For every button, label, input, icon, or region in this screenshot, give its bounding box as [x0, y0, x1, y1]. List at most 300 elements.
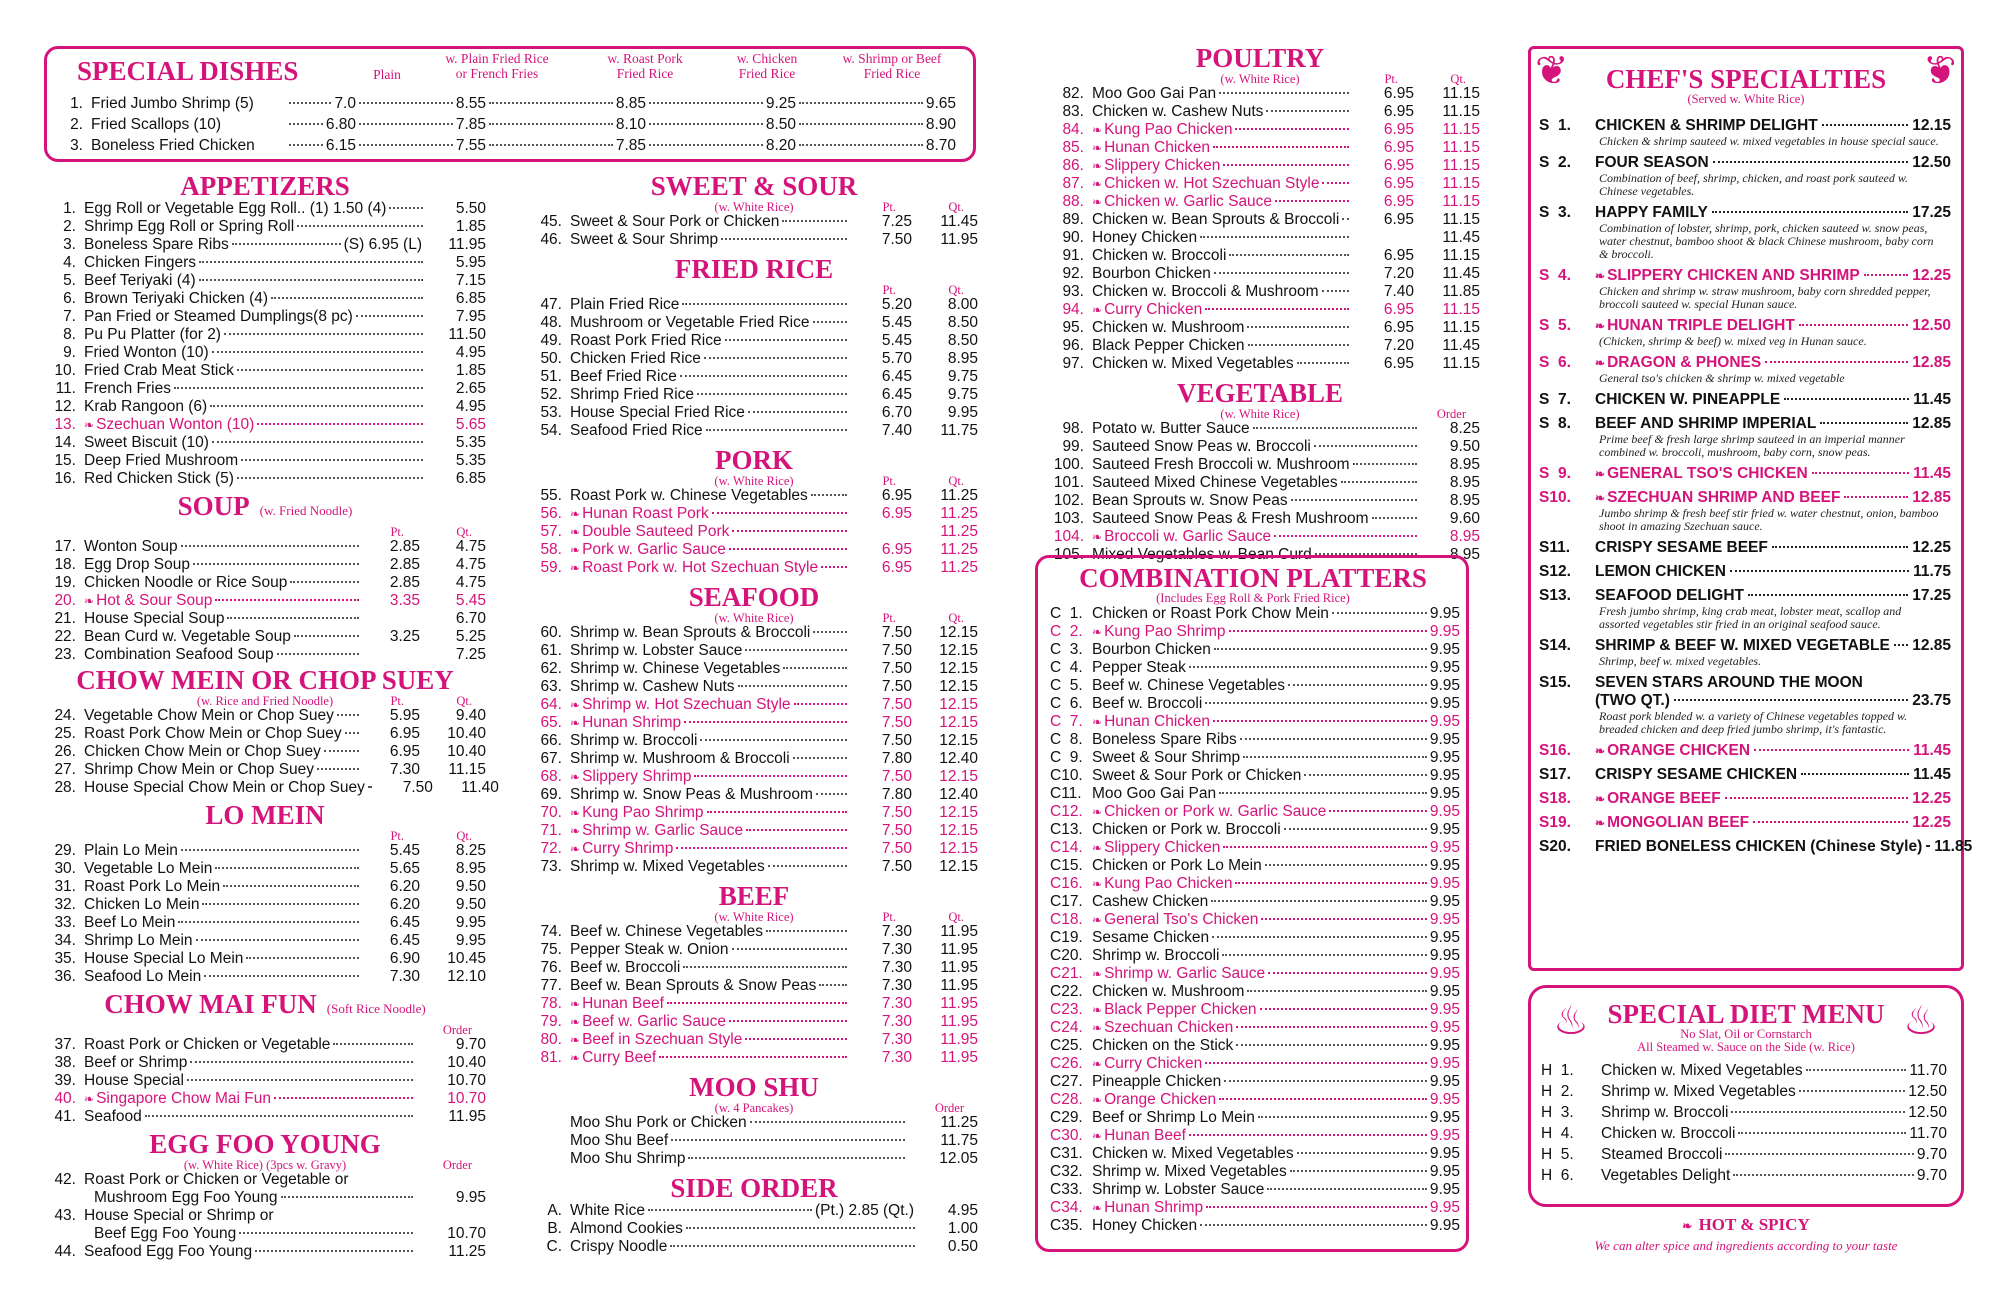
chef-special-item[interactable] — [1539, 351, 1951, 388]
menu-item[interactable] — [1040, 283, 1480, 301]
menu-item[interactable] — [530, 559, 978, 577]
leader-dots — [297, 225, 423, 227]
combo-item[interactable] — [1046, 857, 1460, 875]
menu-item[interactable] — [1040, 85, 1480, 103]
item-name: Chicken Fingers — [84, 254, 196, 271]
combo-item[interactable] — [1046, 803, 1460, 821]
quart-price: 9.50 — [455, 896, 486, 913]
price-option-1: 6.80 — [325, 116, 356, 133]
chef-special-item[interactable] — [1539, 486, 1951, 536]
item-name: Mushroom or Vegetable Fried Rice — [570, 314, 810, 331]
menu-item[interactable] — [44, 707, 486, 725]
combo-item[interactable] — [1046, 677, 1460, 695]
item-number: 12. — [54, 398, 76, 415]
pint-price: 7.50 — [881, 231, 912, 248]
diet-item[interactable] — [1541, 1060, 1947, 1081]
item-name: Chicken Noodle or Rice Soup — [84, 574, 288, 591]
chili-icon: ❧ — [1595, 744, 1606, 758]
menu-item[interactable] — [530, 732, 978, 750]
leader-dots — [1314, 445, 1417, 447]
menu-item[interactable] — [44, 218, 486, 236]
menu-item[interactable] — [530, 422, 978, 440]
chow-mein-section — [44, 665, 499, 797]
menu-item[interactable] — [530, 1049, 978, 1067]
menu-item[interactable] — [44, 308, 486, 326]
item-number: 98. — [1062, 420, 1084, 437]
menu-item[interactable] — [530, 840, 978, 858]
menu-item[interactable] — [530, 786, 978, 804]
combo-item[interactable] — [1046, 983, 1460, 1001]
item-number: 73. — [540, 858, 562, 875]
menu-item[interactable] — [44, 1243, 486, 1261]
item-name: Roast Pork Lo Mein — [84, 878, 221, 895]
menu-item[interactable] — [1040, 193, 1480, 211]
menu-item[interactable] — [530, 959, 978, 977]
item-name: Slippery Chicken — [1104, 157, 1221, 174]
sweet-sour-note: (w. White Rice) — [714, 200, 794, 214]
menu-item[interactable] — [44, 200, 486, 218]
column-3 — [1040, 44, 1480, 568]
chef-special-item[interactable] — [1539, 201, 1951, 264]
item-price: 5.95 — [455, 254, 486, 271]
chef-special-item[interactable] — [1539, 314, 1951, 351]
menu-item[interactable] — [1040, 103, 1480, 121]
menu-item[interactable] — [530, 213, 978, 231]
pint-price: 5.45 — [389, 842, 420, 859]
combo-item[interactable] — [1046, 1181, 1460, 1199]
quart-price: 12.15 — [939, 678, 978, 695]
pint-price: 6.95 — [1383, 193, 1414, 210]
menu-item[interactable] — [1040, 510, 1480, 528]
item-price: 7.95 — [455, 308, 486, 325]
item-price: 7.15 — [455, 272, 486, 289]
item-price: 4.95 — [455, 344, 486, 361]
menu-item[interactable] — [44, 779, 499, 797]
chef-special-item[interactable] — [1539, 671, 1951, 739]
menu-item[interactable] — [44, 344, 486, 362]
menu-item[interactable] — [530, 1013, 978, 1031]
leader-dots — [246, 957, 359, 959]
item-number: 78. — [540, 995, 562, 1012]
leader-dots — [1322, 290, 1349, 292]
item-name: Chicken on the Stick — [1092, 1037, 1234, 1054]
item-name: Bean Sprouts w. Snow Peas — [1092, 492, 1288, 509]
menu-item[interactable] — [44, 380, 486, 398]
combo-item[interactable] — [1046, 821, 1460, 839]
chili-icon: ❧ — [570, 1033, 581, 1047]
leader-dots — [649, 144, 763, 146]
combo-item[interactable] — [1046, 1199, 1460, 1217]
item-price: 9.95 — [1429, 623, 1460, 640]
menu-item[interactable] — [530, 231, 978, 249]
diet-item[interactable] — [1541, 1165, 1947, 1186]
chef-special-item[interactable] — [1539, 763, 1951, 787]
menu-item[interactable] — [44, 398, 486, 416]
menu-item[interactable] — [1040, 247, 1480, 265]
item-number: 1. — [70, 95, 83, 112]
diet-item[interactable] — [1541, 1144, 1947, 1165]
item-number: 86. — [1062, 157, 1084, 174]
menu-item[interactable] — [44, 1207, 486, 1225]
menu-item[interactable] — [44, 914, 486, 932]
menu-item[interactable] — [44, 1072, 486, 1090]
diet-item[interactable] — [1541, 1081, 1947, 1102]
menu-item[interactable] — [530, 314, 978, 332]
chef-special-item[interactable] — [1539, 114, 1951, 151]
menu-item[interactable] — [1040, 157, 1480, 175]
combo-item[interactable] — [1046, 929, 1460, 947]
menu-item[interactable] — [1040, 438, 1480, 456]
quart-price: 11.15 — [1442, 103, 1480, 120]
menu-item[interactable] — [530, 642, 978, 660]
leader-dots — [212, 351, 423, 353]
pint-price: 2.85 — [389, 574, 420, 591]
quart-price: 11.15 — [1442, 175, 1480, 192]
item-number: 40. — [54, 1090, 76, 1107]
item-name: Double Sauteed Pork — [582, 523, 730, 540]
menu-item[interactable] — [530, 1114, 978, 1132]
chili-icon: ❧ — [1595, 319, 1606, 333]
chef-special-item[interactable] — [1539, 412, 1951, 462]
menu-item[interactable] — [530, 404, 978, 422]
menu-item[interactable] — [1040, 474, 1480, 492]
menu-item[interactable] — [44, 452, 486, 470]
leader-dots — [1222, 954, 1426, 956]
leader-dots — [1799, 324, 1908, 326]
quart-price: 11.75 — [940, 422, 978, 439]
chili-icon: ❧ — [1092, 1057, 1103, 1071]
item-number: 90. — [1062, 229, 1084, 246]
item-name: Seafood Fried Rice — [570, 422, 703, 439]
menu-item[interactable] — [1040, 528, 1480, 546]
item-price: 12.85 — [1912, 489, 1951, 506]
combo-item[interactable] — [1046, 1163, 1460, 1181]
menu-item[interactable] — [44, 538, 486, 556]
item-number: 48. — [540, 314, 562, 331]
leader-dots — [1200, 1224, 1427, 1226]
item-number: C33. — [1050, 1181, 1083, 1198]
menu-item[interactable] — [44, 1225, 486, 1243]
item-price: 9.95 — [1429, 677, 1460, 694]
special-dish-row[interactable] — [57, 93, 967, 114]
menu-item[interactable] — [44, 1090, 486, 1108]
menu-item[interactable] — [44, 1054, 486, 1072]
menu-item[interactable] — [44, 646, 486, 664]
menu-item[interactable] — [530, 941, 978, 959]
menu-item[interactable] — [530, 505, 978, 523]
item-name: Chicken w. Mushroom — [1092, 983, 1245, 1000]
special-dish-row[interactable] — [57, 114, 967, 135]
sweet-sour-title: SWEET & SOUR — [650, 171, 858, 201]
item-number: S 8. — [1539, 415, 1571, 432]
combo-item[interactable] — [1046, 785, 1460, 803]
menu-item[interactable] — [44, 290, 486, 308]
item-number: 53. — [540, 404, 562, 421]
qt-header: Qt. — [456, 829, 472, 843]
leader-dots — [1353, 463, 1417, 465]
chef-special-item[interactable] — [1539, 739, 1951, 763]
chef-special-item[interactable] — [1539, 151, 1951, 201]
pint-price: 6.95 — [1383, 121, 1414, 138]
combo-item[interactable] — [1046, 1019, 1460, 1037]
chef-special-item[interactable] — [1539, 388, 1951, 412]
item-name: Fried Scallops (10) — [91, 116, 222, 133]
combo-item[interactable] — [1046, 965, 1460, 983]
item-number: 82. — [1062, 85, 1084, 102]
combo-item[interactable] — [1046, 749, 1460, 767]
combo-item[interactable] — [1046, 1145, 1460, 1163]
item-price: 9.95 — [1429, 767, 1460, 784]
menu-item[interactable] — [530, 696, 978, 714]
leader-dots — [1731, 1111, 1905, 1113]
quart-price: 11.40 — [461, 779, 499, 796]
pt-header: Pt. — [882, 283, 896, 297]
menu-item[interactable] — [44, 470, 486, 488]
menu-item[interactable] — [44, 725, 486, 743]
chili-icon: ❧ — [1092, 141, 1103, 155]
quart-price: 11.95 — [940, 959, 978, 976]
item-number: C29. — [1050, 1109, 1083, 1126]
combo-item[interactable] — [1046, 641, 1460, 659]
menu-item[interactable] — [530, 977, 978, 995]
item-number: S18. — [1539, 790, 1571, 807]
combo-item[interactable] — [1046, 695, 1460, 713]
menu-item[interactable] — [530, 1202, 978, 1220]
menu-item[interactable] — [1040, 211, 1480, 229]
menu-item[interactable] — [1040, 265, 1480, 283]
diet-item[interactable] — [1541, 1102, 1947, 1123]
menu-item[interactable] — [44, 416, 486, 434]
combo-item[interactable] — [1046, 1217, 1460, 1235]
menu-item[interactable] — [44, 761, 486, 779]
item-name: Roast Pork w. Hot Szechuan Style — [582, 559, 819, 576]
leader-dots — [794, 703, 847, 705]
combo-item[interactable] — [1046, 659, 1460, 677]
chef-special-item[interactable] — [1539, 264, 1951, 314]
price-option-3: 8.85 — [615, 95, 646, 112]
menu-item[interactable] — [44, 592, 486, 610]
menu-item[interactable] — [530, 768, 978, 786]
menu-item[interactable] — [1040, 121, 1480, 139]
menu-item[interactable] — [530, 1132, 978, 1150]
menu-item[interactable] — [44, 860, 486, 878]
moo-shu-title: MOO SHU — [689, 1072, 819, 1102]
menu-item[interactable] — [1040, 175, 1480, 193]
combo-item[interactable] — [1046, 1109, 1460, 1127]
leader-dots — [1224, 1080, 1427, 1082]
menu-item[interactable] — [1040, 456, 1480, 474]
price-option-4: 9.25 — [765, 95, 796, 112]
chili-icon: ❧ — [570, 507, 581, 521]
chili-icon: ❧ — [1092, 123, 1103, 137]
item-name: Fried Wonton (10) — [84, 344, 209, 361]
leader-dots — [1738, 1132, 1906, 1134]
combo-item[interactable] — [1046, 1037, 1460, 1055]
combo-item[interactable] — [1046, 947, 1460, 965]
item-price: 11.45 — [1913, 465, 1951, 482]
item-name: Shrimp w. Lobster Sauce — [1092, 1181, 1265, 1198]
menu-item[interactable] — [1040, 420, 1480, 438]
menu-item[interactable] — [44, 1036, 486, 1054]
item-price: 9.95 — [1429, 1037, 1460, 1054]
chef-special-item[interactable] — [1539, 787, 1951, 811]
menu-item[interactable] — [44, 1171, 486, 1189]
menu-item[interactable] — [530, 1220, 978, 1238]
item-number: 103. — [1053, 510, 1084, 527]
item-price: 9.95 — [1429, 1181, 1460, 1198]
item-number: 66. — [540, 732, 562, 749]
quart-price: 12.15 — [939, 660, 978, 677]
item-name: Shrimp w. Broccoli — [570, 732, 698, 749]
menu-item[interactable] — [1040, 337, 1480, 355]
item-price: 11.45 — [1913, 391, 1951, 408]
menu-item[interactable] — [44, 272, 486, 290]
diet-item[interactable] — [1541, 1123, 1947, 1144]
item-price: 11.75 — [940, 1132, 978, 1149]
menu-item[interactable] — [530, 822, 978, 840]
pork-title: PORK — [715, 445, 793, 475]
menu-item[interactable] — [530, 624, 978, 642]
combo-item[interactable] — [1046, 767, 1460, 785]
leader-dots — [1754, 749, 1909, 751]
menu-item[interactable] — [530, 923, 978, 941]
menu-item[interactable] — [1040, 355, 1480, 373]
menu-item[interactable] — [1040, 492, 1480, 510]
item-number: S 7. — [1539, 391, 1571, 408]
combo-item[interactable] — [1046, 911, 1460, 929]
leader-dots — [680, 375, 847, 377]
item-number: C21. — [1050, 965, 1083, 982]
chef-special-item[interactable] — [1539, 835, 1973, 859]
menu-item[interactable] — [44, 362, 486, 380]
combo-item[interactable] — [1046, 623, 1460, 641]
menu-item[interactable] — [44, 968, 486, 986]
menu-item[interactable] — [44, 574, 486, 592]
combo-item[interactable] — [1046, 839, 1460, 857]
combo-item[interactable] — [1046, 1127, 1460, 1145]
quart-price: 8.00 — [947, 296, 978, 313]
item-number: S17. — [1539, 766, 1571, 783]
menu-item[interactable] — [530, 995, 978, 1013]
menu-item[interactable] — [1040, 319, 1480, 337]
item-number: 59. — [540, 559, 562, 576]
menu-item[interactable] — [530, 386, 978, 404]
menu-item[interactable] — [44, 950, 486, 968]
menu-item[interactable] — [44, 932, 486, 950]
chef-special-item[interactable] — [1539, 584, 1951, 634]
menu-item[interactable] — [44, 434, 486, 452]
menu-item[interactable] — [44, 610, 486, 628]
menu-item[interactable] — [44, 1108, 486, 1126]
combo-item[interactable] — [1046, 893, 1460, 911]
leader-dots — [1297, 362, 1349, 364]
menu-item[interactable] — [44, 743, 486, 761]
menu-item[interactable] — [530, 678, 978, 696]
item-number: 33. — [54, 914, 76, 931]
combo-item[interactable] — [1046, 1091, 1460, 1109]
chili-icon: ❧ — [1595, 792, 1606, 806]
menu-item[interactable] — [1040, 139, 1480, 157]
menu-item[interactable] — [530, 332, 978, 350]
item-price: 11.85 — [1934, 838, 1973, 855]
pt-header: Pt. — [882, 474, 896, 488]
combo-item[interactable] — [1046, 1001, 1460, 1019]
item-price: 12.50 — [1908, 1083, 1947, 1100]
menu-item[interactable] — [1040, 301, 1480, 319]
chef-special-item[interactable] — [1539, 811, 1951, 835]
menu-item[interactable] — [530, 1150, 978, 1168]
item-number: A. — [547, 1202, 562, 1219]
menu-item[interactable] — [530, 350, 978, 368]
menu-item[interactable] — [530, 487, 978, 505]
menu-item[interactable] — [1040, 229, 1480, 247]
pint-price: 6.95 — [389, 743, 420, 760]
menu-item[interactable] — [44, 236, 486, 254]
menu-item[interactable] — [44, 878, 486, 896]
menu-item[interactable] — [530, 1238, 978, 1256]
chef-special-item[interactable] — [1539, 536, 1951, 560]
menu-item[interactable] — [530, 714, 978, 732]
item-number: 13. — [54, 416, 76, 433]
item-number: 45. — [540, 213, 562, 230]
menu-item[interactable] — [44, 628, 486, 646]
leader-dots — [193, 563, 359, 565]
menu-item[interactable] — [530, 660, 978, 678]
combo-item[interactable] — [1046, 1073, 1460, 1091]
pint-price: 5.65 — [389, 860, 420, 877]
special-dish-row[interactable] — [57, 135, 967, 156]
combo-item[interactable] — [1046, 875, 1460, 893]
menu-item[interactable] — [530, 368, 978, 386]
item-name: Shrimp w. Snow Peas & Mushroom — [570, 786, 813, 803]
menu-item[interactable] — [44, 896, 486, 914]
chef-special-item[interactable] — [1539, 560, 1951, 584]
leader-dots — [1235, 128, 1349, 130]
item-number: 91. — [1062, 247, 1084, 264]
menu-item[interactable] — [44, 254, 486, 272]
combo-item[interactable] — [1046, 605, 1460, 623]
soup-note: (w. Fried Noodle) — [259, 503, 353, 518]
leader-dots — [1229, 254, 1349, 256]
combo-item[interactable] — [1046, 713, 1460, 731]
combo-item[interactable] — [1046, 1055, 1460, 1073]
item-name: Orange Chicken — [1104, 1091, 1217, 1108]
menu-item[interactable] — [44, 556, 486, 574]
combo-item[interactable] — [1046, 731, 1460, 749]
menu-item[interactable] — [530, 750, 978, 768]
quart-price: 9.40 — [455, 707, 486, 724]
menu-item[interactable] — [44, 1189, 486, 1207]
item-number: 37. — [54, 1036, 76, 1053]
egg-foo-young-header — [44, 1158, 486, 1171]
menu-item[interactable] — [44, 326, 486, 344]
menu-item[interactable] — [530, 858, 978, 876]
item-price: 9.95 — [1429, 605, 1460, 622]
menu-item[interactable] — [530, 523, 978, 541]
menu-item[interactable] — [530, 296, 978, 314]
chef-special-item[interactable] — [1539, 462, 1951, 486]
leader-dots — [1275, 200, 1349, 202]
chef-special-item[interactable] — [1539, 634, 1951, 671]
menu-item[interactable] — [530, 804, 978, 822]
quart-price: 7.25 — [455, 646, 486, 663]
menu-item[interactable] — [530, 1031, 978, 1049]
menu-item[interactable] — [530, 541, 978, 559]
menu-item[interactable] — [44, 842, 486, 860]
item-name: Vegetables Delight — [1601, 1167, 1731, 1184]
leader-dots — [337, 714, 359, 716]
quart-price: 8.50 — [947, 314, 978, 331]
